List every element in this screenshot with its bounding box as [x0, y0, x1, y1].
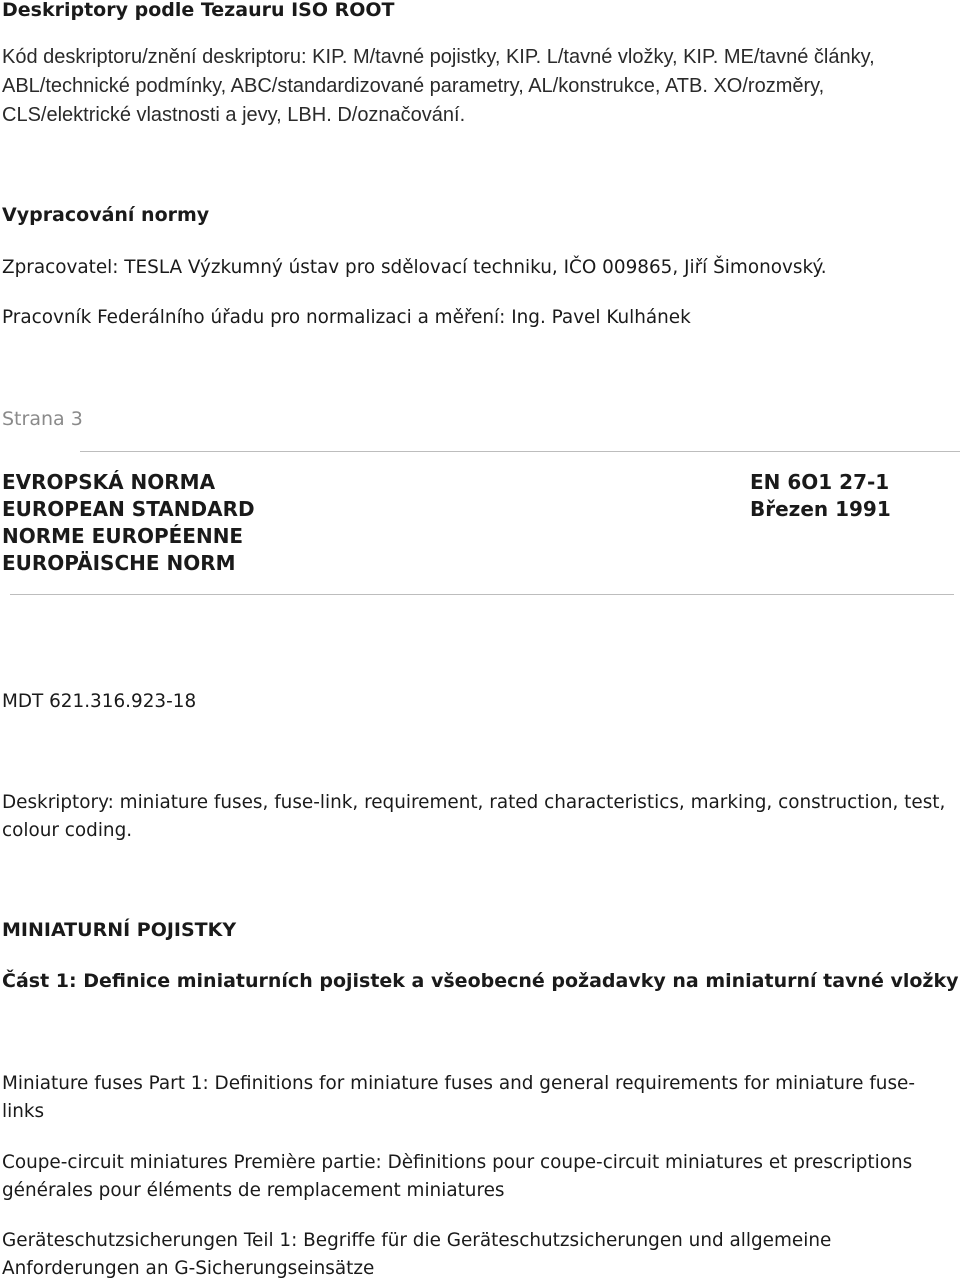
divider-bottom	[10, 594, 954, 595]
divider-top	[80, 451, 960, 452]
standard-name-de: EUROPÄISCHE NORM	[2, 551, 236, 575]
elaboration-author: Zpracovatel: TESLA Výzkumný ústav pro sdělovací techniku, IČO 009865, Jiří Šimonovský.	[2, 257, 827, 278]
mdt-code: MDT 621.316.923-18	[2, 691, 197, 712]
descriptors-text: Kód deskriptoru/znění deskriptoru: KIP. M/tavné pojistky, KIP. L/tavné vložky, KIP. ME/tavné články, ABL/technické podmínky, ABC/standardizované parametry, AL/konstrukce, ATB. XO/rozměry, CLS/elektrické vlastnosti a jevy, LBH. D/označování.	[2, 46, 875, 126]
main-title: MINIATURNÍ POJISTKY	[2, 919, 237, 941]
page-label: Strana 3	[2, 408, 83, 430]
standard-name-cs: EVROPSKÁ NORMA	[2, 470, 216, 494]
elaboration-heading: Vypracování normy	[2, 204, 210, 226]
descriptors-heading: Deskriptory podle Tezauru ISO ROOT	[2, 0, 395, 21]
standard-id	[750, 469, 891, 523]
standard-number: EN 6O1 27-1	[750, 470, 890, 494]
standard-name-fr: NORME EUROPÉENNE	[2, 524, 244, 548]
standard-date: Březen 1991	[750, 497, 891, 521]
translation-fr: Coupe-circuit miniatures Première partie: Dèfinitions pour coupe-circuit miniatures et prescriptions générales pour éléments de remplacement miniatures	[2, 1152, 913, 1201]
translation-en: Miniature fuses Part 1: Definitions for miniature fuses and general requirements for miniature fuse-links	[2, 1073, 915, 1122]
elaboration-officer: Pracovník Federálního úřadu pro normalizaci a měření: Ing. Pavel Kulhánek	[2, 307, 691, 328]
keywords: Deskriptory: miniature fuses, fuse-link, requirement, rated characteristics, marking, construction, test, colour coding.	[2, 792, 946, 841]
part-title: Část 1: Definice miniaturních pojistek a všeobecné požadavky na miniaturní tavné vložky	[2, 970, 959, 992]
standard-names	[2, 469, 255, 577]
translation-de: Geräteschutzsicherungen Teil 1: Begriffe für die Geräteschutzsicherungen und allgemeine Anforderungen an G-Sicherungseinsätze	[2, 1230, 832, 1279]
standard-name-en: EUROPEAN STANDARD	[2, 497, 255, 521]
